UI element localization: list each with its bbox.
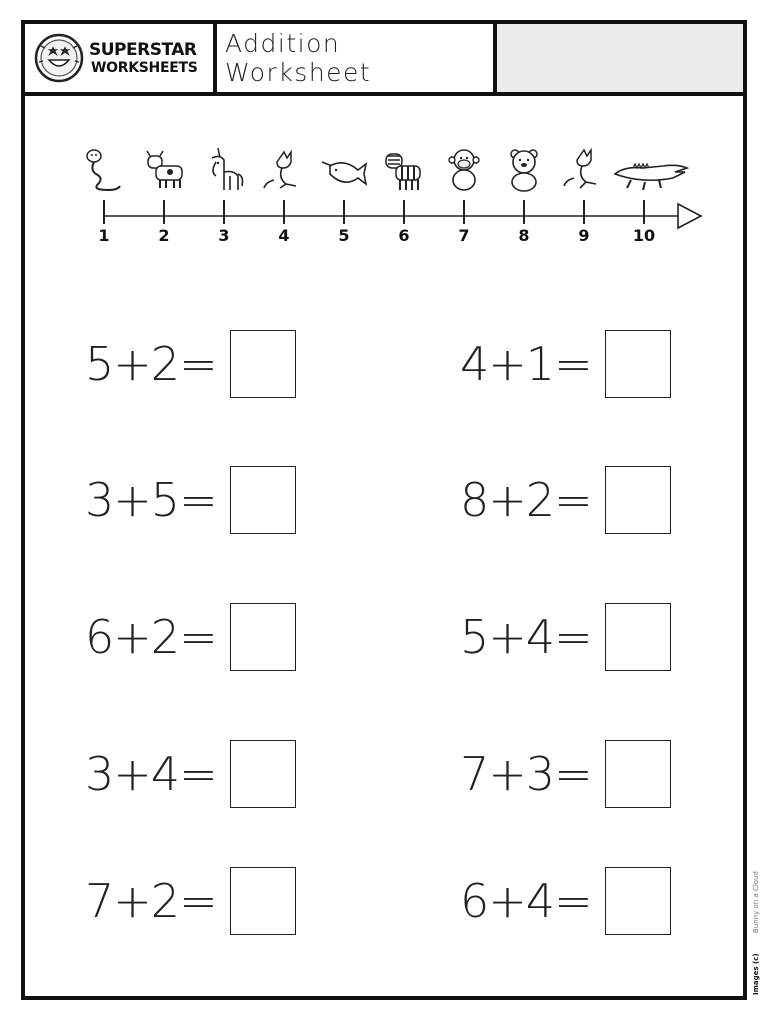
problem-expression: 7+3=: [460, 747, 592, 801]
problem-item: [460, 739, 671, 809]
problem-item: [85, 465, 296, 535]
tick-label: 10: [632, 226, 656, 245]
worksheet-header: [25, 24, 743, 96]
zebra-icon: [380, 146, 428, 194]
answer-box[interactable]: [230, 330, 296, 398]
brand-logo: [25, 24, 217, 92]
tick-label: 5: [338, 226, 350, 245]
answer-box[interactable]: [605, 330, 671, 398]
problem-expression: 5+2=: [85, 337, 217, 391]
problem-expression: 6+2=: [85, 610, 217, 664]
name-field[interactable]: [497, 24, 743, 92]
credit-prefix: Images (c): [752, 953, 760, 995]
answer-box[interactable]: [230, 740, 296, 808]
answer-box[interactable]: [230, 603, 296, 671]
monkey-icon: [440, 146, 488, 194]
narwhal-icon: [320, 146, 368, 194]
problem-item: [460, 329, 671, 399]
tick-label: 9: [578, 226, 590, 245]
logo-wordmark: [89, 39, 198, 76]
answer-box[interactable]: [605, 603, 671, 671]
problem-expression: 7+2=: [85, 874, 217, 928]
credit-author: Bunny on a Cloud: [752, 871, 760, 933]
problem-expression: 4+1=: [460, 337, 592, 391]
problem-item: [85, 329, 296, 399]
problem-item: [85, 866, 296, 936]
crocodile-icon: [611, 146, 691, 194]
problem-expression: 6+4=: [460, 874, 592, 928]
tick-label: 2: [158, 226, 170, 245]
superstar-logo-icon: [33, 32, 85, 84]
answer-box[interactable]: [230, 466, 296, 534]
kangaroo-icon: [260, 146, 308, 194]
unicorn-icon: [200, 146, 248, 194]
problem-item: [460, 602, 671, 672]
tick-label: 7: [458, 226, 470, 245]
worksheet-title: Addition Worksheet: [225, 29, 372, 87]
logo-line-1: SUPERSTAR: [89, 39, 197, 60]
problem-expression: 3+4=: [85, 747, 217, 801]
tick-label: 3: [218, 226, 230, 245]
problem-item: [460, 866, 671, 936]
worksheet-page: [21, 20, 747, 1000]
tick-label: 4: [278, 226, 290, 245]
answer-box[interactable]: [605, 466, 671, 534]
cow-icon: [140, 146, 188, 194]
logo-line-2: WORKSHEETS: [91, 59, 198, 76]
image-credit: [751, 855, 765, 995]
answer-box[interactable]: [605, 740, 671, 808]
tick-label: 1: [98, 226, 110, 245]
problem-expression: 8+2=: [460, 473, 592, 527]
title-cell: [217, 24, 497, 92]
snake-icon: [80, 146, 128, 194]
problem-expression: 3+5=: [85, 473, 217, 527]
answer-box[interactable]: [605, 867, 671, 935]
bear-icon: [500, 146, 548, 194]
problem-expression: 5+4=: [460, 610, 592, 664]
tick-label: 8: [518, 226, 530, 245]
problem-item: [85, 739, 296, 809]
problem-item: [85, 602, 296, 672]
problem-item: [460, 465, 671, 535]
answer-box[interactable]: [230, 867, 296, 935]
tick-label: 6: [398, 226, 410, 245]
kangaroo-icon: [560, 146, 608, 194]
